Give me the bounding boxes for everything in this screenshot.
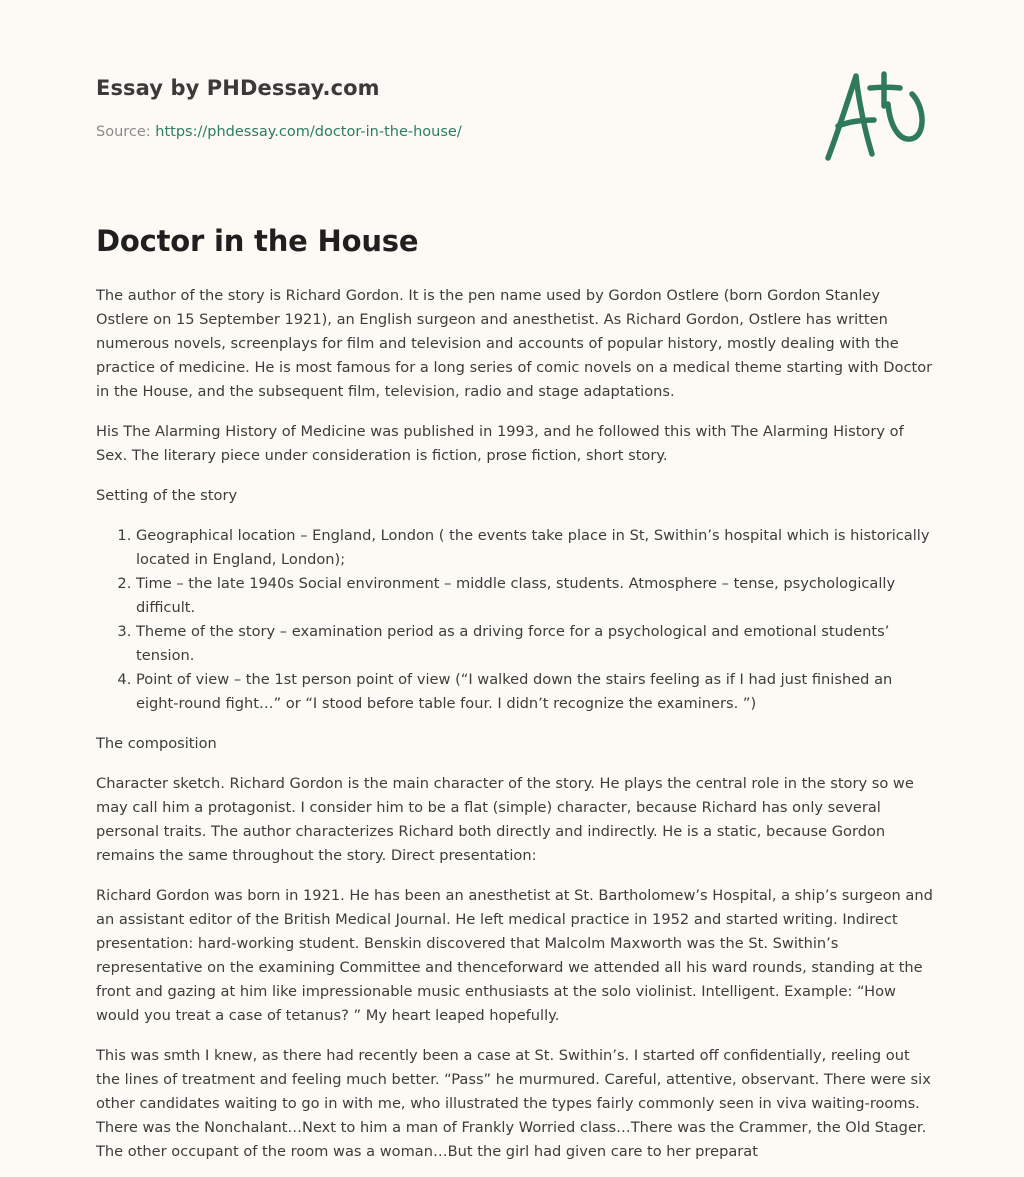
- list-item: 4. Point of view – the 1st person point of view (“I walked down the stairs feeling as if I had just finished an eight-round fight…” or “I stood before table four. I didn’t recognize the examiners. ”): [136, 668, 936, 716]
- source-line: [96, 124, 462, 140]
- paragraph: The author of the story is Richard Gordon. It is the pen name used by Gordon Ostlere (born Gordon Stanley Ostlere on 15 September 1921), an English surgeon and anesthetist. As Richard Gordon, Ostlere has written numerous novels, screenplays for film and television and accounts of popular history, mostly dealing with the practice of medicine. He is most famous for a long series of comic novels on a medical theme starting with Doctor in the House, and the subsequent film, television, radio and stage adaptations.: [96, 287, 933, 400]
- source-label: Source:: [96, 124, 151, 140]
- site-brand: Essay by PHDessay.com: [96, 76, 380, 100]
- paragraph: His The Alarming History of Medicine was published in 1993, and he followed this with The Alarming History of Sex. The literary piece under consideration is fiction, prose fiction, short story.: [96, 423, 904, 464]
- a-plus-logo-icon: [818, 66, 930, 166]
- article-body: [96, 284, 936, 1164]
- section-heading-setting: Setting of the story: [96, 487, 238, 504]
- setting-list: [96, 524, 936, 716]
- section-heading-composition: The composition: [96, 735, 217, 752]
- list-item: 2. Time – the late 1940s Social environment – middle class, students. Atmosphere – tense, psychologically difficult.: [136, 572, 936, 620]
- paragraph: Richard Gordon was born in 1921. He has been an anesthetist at St. Bartholomew’s Hospital, a ship’s surgeon and an assistant editor of the British Medical Journal. He left medical practice in 1952 and started writing. Indirect presentation: hard-working student. Benskin discovered that Malcolm Maxworth was the St. Swithin’s representative on the examining Committee and thenceforward we attended all his ward rounds, standing at the front and gazing at him like impressionable music enthusiasts at the solo violinist. Intelligent. Example: “How would you treat a case of tetanus? ” My heart leaped hopefully.: [96, 887, 933, 1024]
- source-link[interactable]: https://phdessay.com/doctor-in-the-house/: [155, 124, 462, 140]
- list-item: 1. Geographical location – England, London ( the events take place in St, Swithin’s hospital which is historically located in England, London);: [136, 524, 936, 572]
- paragraph: Character sketch. Richard Gordon is the main character of the story. He plays the central role in the story so we may call him a protagonist. I consider him to be a flat (simple) character, because Richard has only several personal traits. The author characterizes Richard both directly and indirectly. He is a static, because Gordon remains the same throughout the story. Direct presentation:: [96, 775, 914, 864]
- paragraph: This was smth I knew, as there had recently been a case at St. Swithin’s. I started off confidentially, reeling out the lines of treatment and feeling much better. “Pass” he murmured. Careful, attentive, observant. There were six other candidates waiting to go in with me, who illustrated the types fairly commonly seen in viva waiting-rooms. There was the Nonchalant…Next to him a man of Frankly Worried class…There was the Crammer, the Old Stager. The other occupant of the room was a woman…But the girl had given care to her preparat: [96, 1047, 931, 1160]
- article-title: Doctor in the House: [96, 224, 419, 258]
- list-item: 3. Theme of the story – examination period as a driving force for a psychological and emotional students’ tension.: [136, 620, 936, 668]
